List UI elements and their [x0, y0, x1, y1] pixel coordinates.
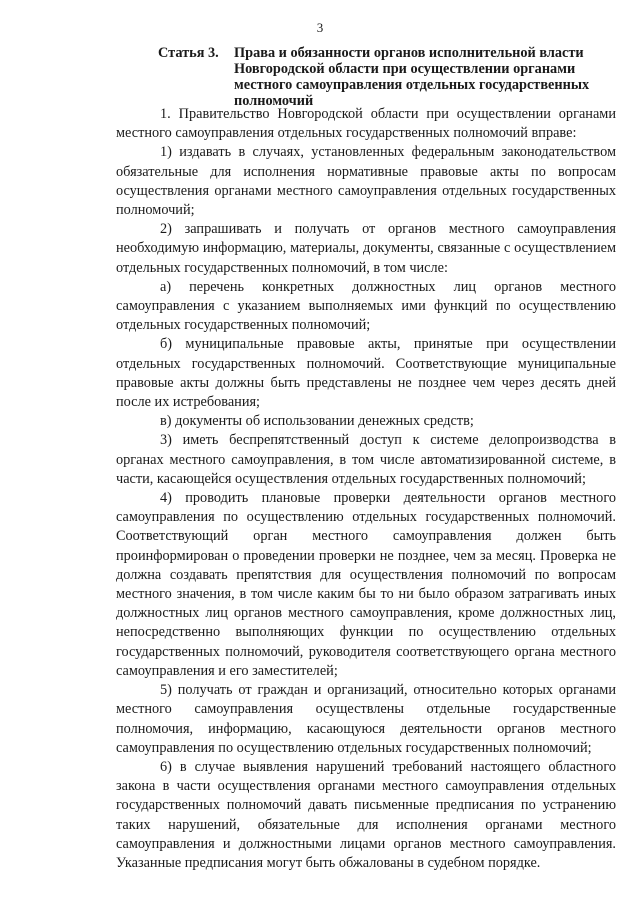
- article-number: Статья 3.: [158, 45, 219, 61]
- paragraph-item-3: 3) иметь беспрепятственный доступ к системе делопроизводства в органах местного самоуправления, в том числе автоматизированной системе, в части, касающейся осуществления отдельных государственных полномочий;: [116, 432, 616, 487]
- paragraph-item-5: 5) получать от граждан и организаций, относительно которых органами местного самоуправления осуществлены отдельные государственные полномочия, информацию, касающуюся деятельности органов местного самоуправления по осуществлению отдельных государственных полномочий;: [116, 682, 616, 756]
- article-body: [116, 105, 616, 873]
- paragraph-subitem-a: а) перечень конкретных должностных лиц органов местного самоуправления с указанием выполняемых ими функций по осуществлению отдельных государственных полномочий;: [116, 278, 616, 334]
- article-title: Права и обязанности органов исполнительной власти Новгородской области при осуществлении органами местного самоуправления отдельных государственных полномочий: [234, 45, 590, 109]
- article-heading: [158, 45, 628, 109]
- page-number: 3: [316, 20, 324, 35]
- paragraph-item-1: 1) издавать в случаях, установленных федеральным законодательством обязательные для исполнения нормативные правовые акты по вопросам осуществления органами местного самоуправления отдельных государственных полномочий;: [116, 144, 616, 219]
- paragraph-clause-1: 1. Правительство Новгородской области при осуществлении органами местного самоуправления отдельных государственных полномочий вправе:: [116, 106, 616, 142]
- paragraph-subitem-v: в) документы об использовании денежных средств;: [160, 413, 474, 430]
- paragraph-subitem-b: б) муниципальные правовые акты, принятые при осуществлении отдельных государственных полномочий. Соответствующие муниципальные правовые акты должны быть представлены не позднее чем через десять дней после их истребования;: [116, 336, 616, 411]
- paragraph-item-6: 6) в случае выявления нарушений требований настоящего областного закона в части осуществления органами местного самоуправления отдельных государственных полномочий давать письменные предписания по устранению таких нарушений, обязательные для исполнения органами местного самоуправления и должностными лицами органов местного самоуправления. Указанные предписания могут быть обжалованы в судебном порядке.: [116, 758, 616, 871]
- paragraph-item-4: 4) проводить плановые проверки деятельности органов местного самоуправления по осуществлению отдельных государственных полномочий. Соответствующий орган местного самоуправления должен быть проинформирован о проведении проверки не позднее, чем за месяц. Проверка не должна создавать препятствия для осуществления полномочий по вопросам местного значения, в том числе каким бы то ни было образом затрагивать иных должностных лиц органов местного самоуправления, кроме должностных лиц, непосредственно выполняющих функции по осуществлению отдельных государственных полномочий, руководителя соответствующего органа местного самоуправления и его заместителей;: [116, 490, 616, 679]
- paragraph-item-2: 2) запрашивать и получать от органов местного самоуправления необходимую информацию, материалы, документы, связанные с осуществлением отдельных государственных полномочий, в том числе:: [116, 221, 616, 276]
